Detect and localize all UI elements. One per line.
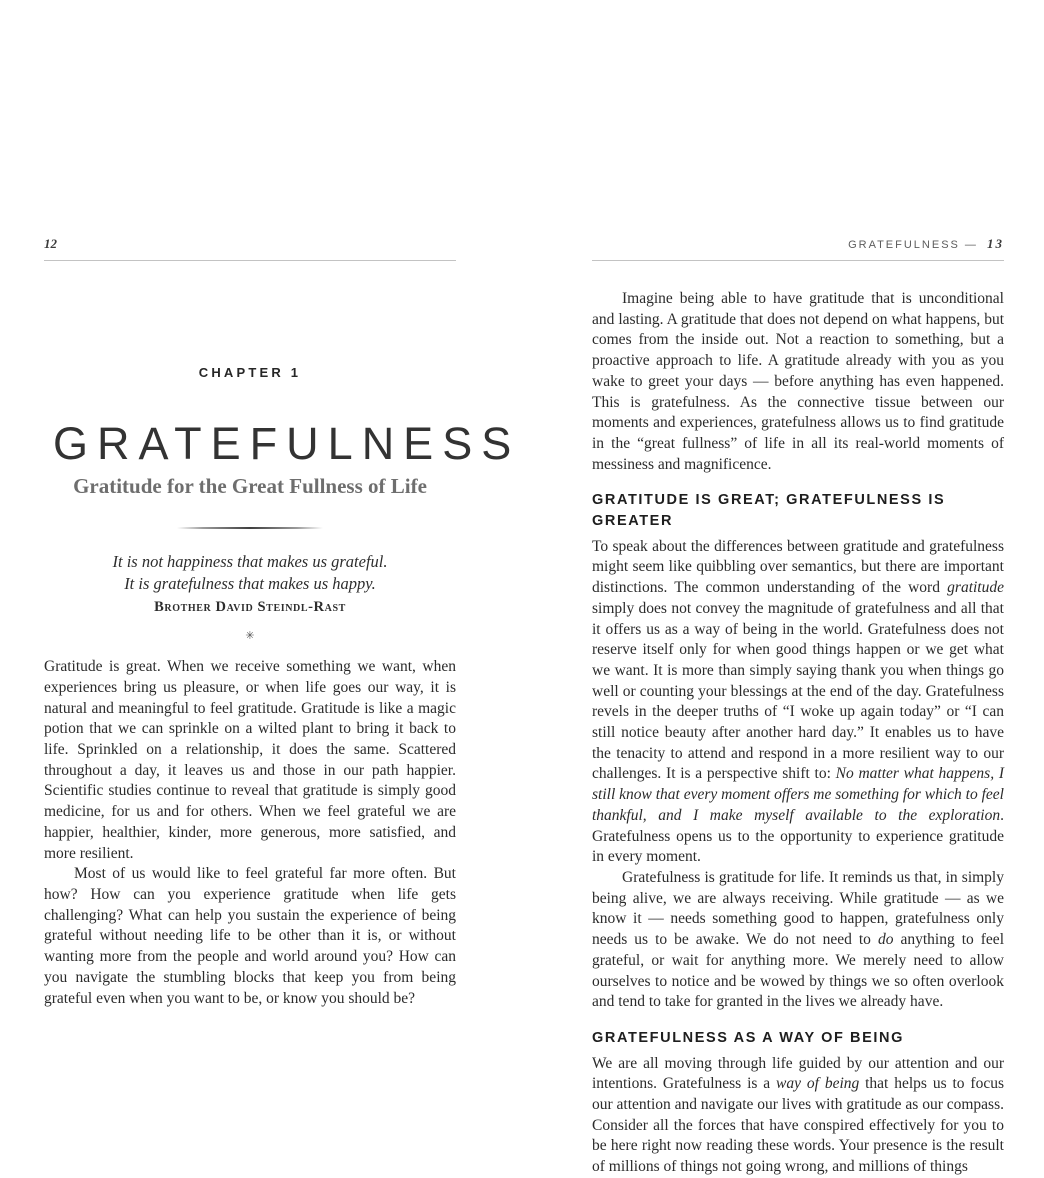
paragraph: Gratefulness is gratitude for life. It reminds us that, in simply being alive, we are always receiving. While gratitude — as we know it — needs something good to happen, gratefulness only needs us to be awake. We do not need to do anything to feel grateful, or wait for anything more. We merely need to allow ourselves to notice and be wowed by things we so often overlook and tend to take for granted in the lives we already have.: [592, 868, 1004, 1011]
running-header: [848, 236, 1004, 252]
paragraph: Gratitude is great. When we receive something we want, when experiences bring us pleasure, or when life goes our way, it is natural and meaningful to feel gratitude. Gratitude is like a magic potion that we can sprinkle on a wilted plant to bring it back to life. Sprinkled on a relationship, it does the same. Scattered throughout a day, it leaves us and those in our path happier. Scientific studies continue to reveal that gratitude is simply good medicine, for us and for others. When we feel grateful we are happier, healthier, kinder, more generous, more satisfied, and more resilient.: [44, 658, 456, 862]
left-page-number: 12: [44, 236, 57, 251]
section-heading: GRATITUDE IS GREAT; GRATEFULNESS IS GREATER: [592, 492, 946, 530]
paragraph: To speak about the differences between gratitude and gratefulness might seem like quibbling over semantics, but there are important distinctions. The common understanding of the word gratitude simply does not convey the magnitude of gratefulness and all that it offers us as a way of being in the world. Gratefulness does not reserve itself only for when good things happen or we get what we want. It is more than simply saying thank you when things go well or counting your blessings at the end of the day. Gratefulness revels in the deeper truths of “I woke up again today” or “I can still notice beauty after another hard day.” It enables us to have the tenacity to attend and respond in a more resilient way to our challenges. It is a perspective shift to: No matter what happens, I still know that every moment offers me something for which to feel thankful, and I make myself available to the exploration. Gratefulness opens us to the opportunity to experience gratitude in every moment.: [592, 537, 1004, 866]
paragraph: Imagine being able to have gratitude that is unconditional and lasting. A gratitude that does not depend on what happens, but comes from the inside out. Not a reaction to something, but a proactive approach to life. A gratitude already with you as you wake to greet your days — before anything has even happened. This is gratefulness. As the connective tissue between our moments and experiences, gratefulness allows us to find gratitude in the “great fullness” of life in all its real-world moments of messiness and magnificence.: [592, 290, 1004, 473]
paragraph: Most of us would like to feel grateful far more often. But how? How can you experience gratitude when life gets challenging? What can help you sustain the experience of being grateful without needing life to be other than it is, or without wanting more from the people and world around you? How can you navigate the stumbling blocks that keep you from being grateful even when you want to be, or know you should be?: [44, 865, 456, 1007]
chapter-label: CHAPTER 1: [198, 365, 302, 380]
section-heading: GRATEFULNESS AS A WAY OF BEING: [592, 1029, 904, 1046]
epigraph-line: It is gratefulness that makes us happy.: [124, 574, 376, 594]
ornamental-divider: [177, 527, 323, 529]
epigraph: [44, 551, 456, 595]
right-page-header: [592, 236, 1004, 261]
right-page: [522, 0, 1044, 1176]
epigraph-attribution: Brother David Steindl-Rast: [154, 599, 346, 616]
running-header-title: GRATEFULNESS —: [848, 239, 978, 251]
left-page-body: [44, 657, 456, 1009]
right-page-number: 13: [987, 236, 1004, 251]
left-page-header: [44, 236, 456, 261]
left-page: [0, 0, 522, 1176]
paragraph: We are all moving through life guided by our attention and our intentions. Gratefulness is a way of being that helps us to focus our attention and navigate our lives with gratitude as our compass. Consider all the forces that have conspired effectively for you to be here right now reading these words. Your presence is the result of millions of things not going wrong, and millions of things: [592, 1054, 1004, 1176]
epigraph-line: It is not happiness that makes us grateful.: [112, 552, 388, 572]
asterisk-ornament: ✳: [245, 629, 255, 643]
chapter-title: GRATEFULNESS: [53, 418, 521, 469]
right-page-body: [592, 289, 1004, 1178]
chapter-subtitle: Gratitude for the Great Fullness of Life: [73, 474, 427, 499]
